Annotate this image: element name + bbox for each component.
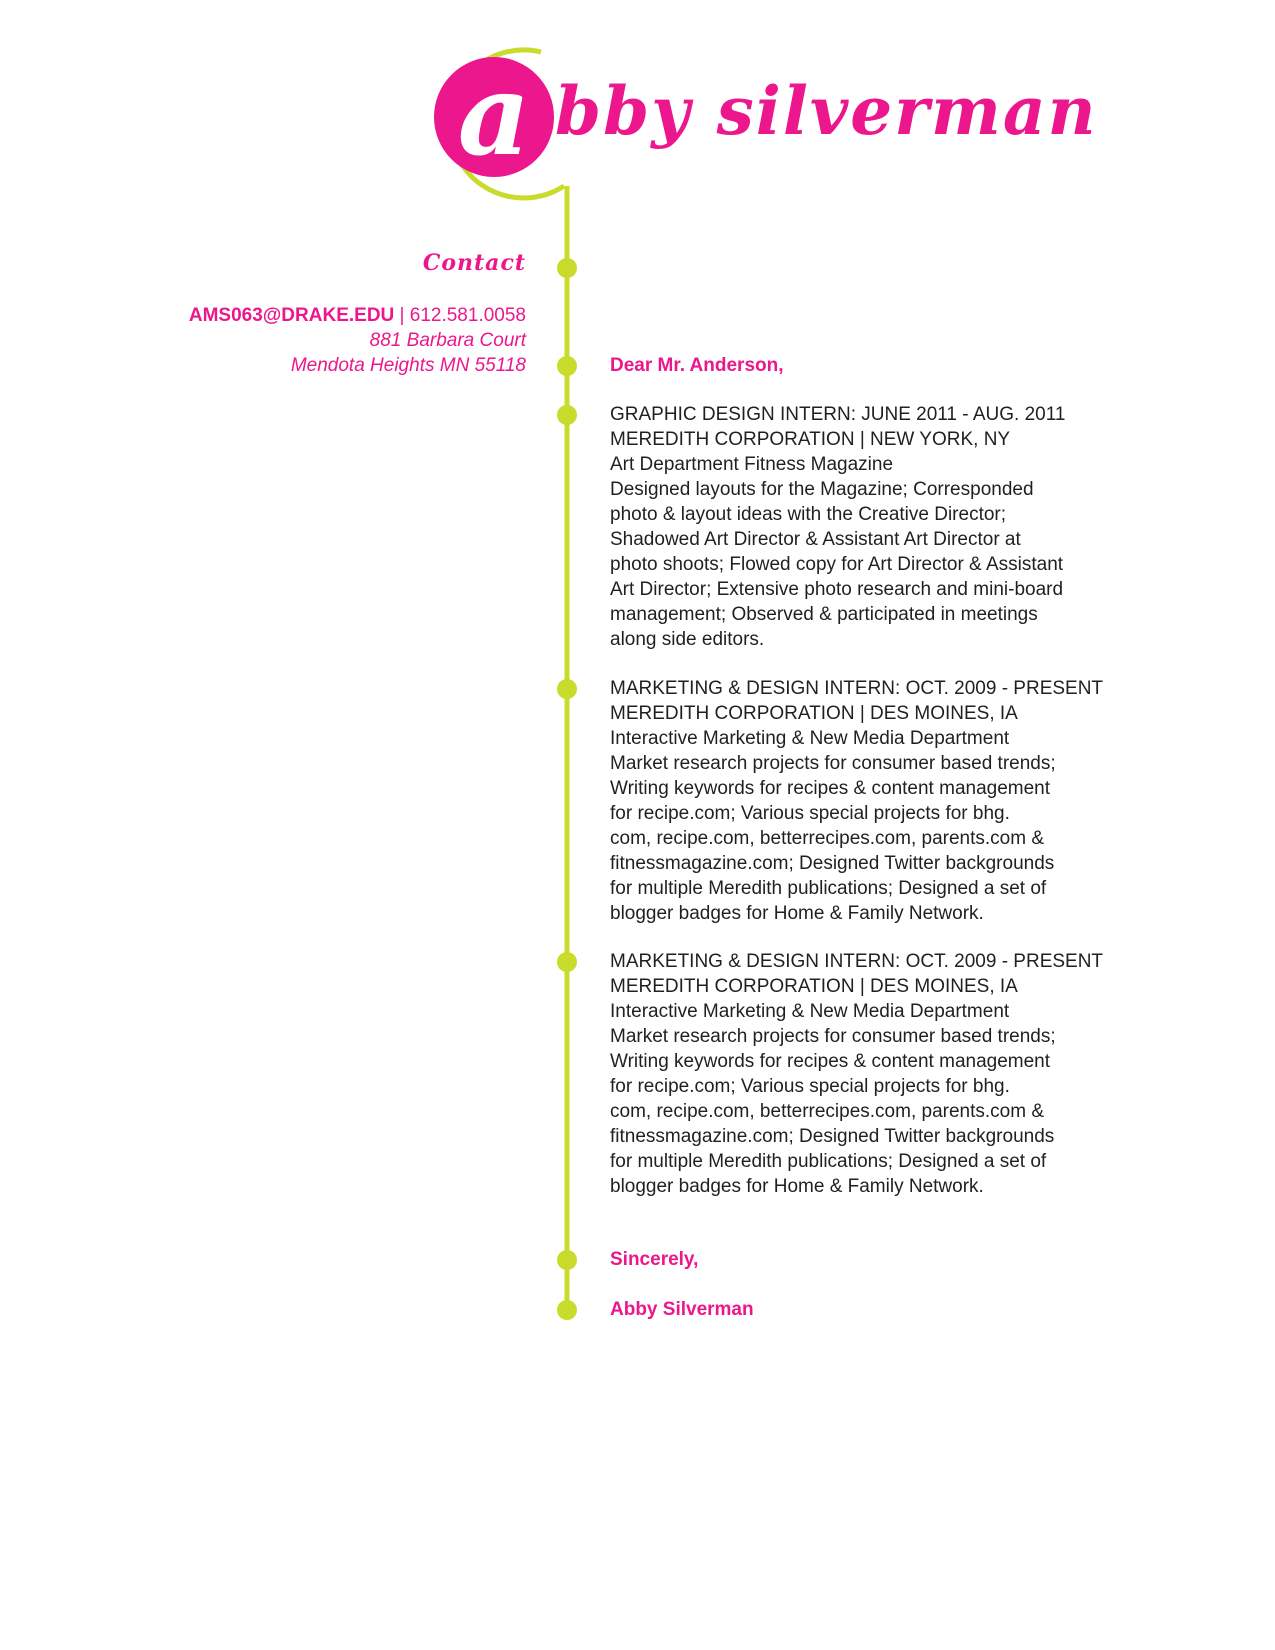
section-line: Writing keywords for recipes & content management bbox=[610, 1051, 1051, 1072]
section-line: com, recipe.com, betterrecipes.com, parents.com & bbox=[610, 1101, 1044, 1122]
section-line: blogger badges for Home & Family Network. bbox=[610, 1176, 984, 1197]
section-line: management; Observed & participated in meetings bbox=[610, 604, 1038, 625]
contact-separator: | bbox=[394, 305, 410, 326]
section-line: Market research projects for consumer based trends; bbox=[610, 753, 1056, 774]
letter-closing: Sincerely, bbox=[610, 1249, 699, 1270]
section-line: MARKETING & DESIGN INTERN: OCT. 2009 - PRESENT bbox=[610, 951, 1104, 972]
contact-phone: 612.581.0058 bbox=[409, 305, 526, 326]
timeline-dot-greeting bbox=[557, 356, 577, 376]
letter-signature: Abby Silverman bbox=[610, 1299, 754, 1320]
logo-initial: a bbox=[457, 50, 531, 181]
section-line: blogger badges for Home & Family Network. bbox=[610, 903, 984, 924]
section-line: MEREDITH CORPORATION | DES MOINES, IA bbox=[610, 976, 1018, 997]
section-line: Interactive Marketing & New Media Department bbox=[610, 1001, 1010, 1022]
section-line: fitnessmagazine.com; Designed Twitter backgrounds bbox=[610, 853, 1055, 874]
section-line: Art Director; Extensive photo research and mini-board bbox=[610, 579, 1064, 600]
experience-section-1 bbox=[610, 402, 1170, 652]
section-line: Art Department Fitness Magazine bbox=[610, 454, 894, 475]
contact-email-phone-line bbox=[189, 303, 526, 328]
section-line: photo shoots; Flowed copy for Art Director & Assistant bbox=[610, 554, 1064, 575]
section-line: Writing keywords for recipes & content management bbox=[610, 778, 1051, 799]
contact-address-line2: Mendota Heights MN 55118 bbox=[290, 355, 526, 376]
contact-heading: Contact bbox=[422, 250, 526, 276]
header-name: bby silverman bbox=[555, 72, 1098, 150]
section-line: photo & layout ideas with the Creative Director; bbox=[610, 504, 1007, 525]
timeline-dot-section-3 bbox=[557, 952, 577, 972]
contact-details bbox=[189, 303, 526, 378]
timeline-dot-section-2 bbox=[557, 679, 577, 699]
letter-greeting: Dear Mr. Anderson, bbox=[610, 355, 784, 376]
timeline-dot-contact bbox=[557, 258, 577, 278]
section-line: MARKETING & DESIGN INTERN: OCT. 2009 - PRESENT bbox=[610, 678, 1104, 699]
section-line: for recipe.com; Various special projects for bhg. bbox=[610, 803, 1010, 824]
section-line: Shadowed Art Director & Assistant Art Director at bbox=[610, 529, 1021, 550]
section-line: MEREDITH CORPORATION | DES MOINES, IA bbox=[610, 703, 1018, 724]
section-line: for multiple Meredith publications; Designed a set of bbox=[610, 1151, 1047, 1172]
timeline-dot-signature bbox=[557, 1300, 577, 1320]
section-line: fitnessmagazine.com; Designed Twitter backgrounds bbox=[610, 1126, 1055, 1147]
section-line: along side editors. bbox=[610, 629, 765, 650]
section-line: com, recipe.com, betterrecipes.com, parents.com & bbox=[610, 828, 1044, 849]
section-line: Market research projects for consumer based trends; bbox=[610, 1026, 1056, 1047]
contact-email[interactable]: AMS063@DRAKE.EDU bbox=[188, 305, 395, 326]
experience-section-2 bbox=[610, 676, 1170, 926]
section-line: GRAPHIC DESIGN INTERN: JUNE 2011 - AUG. 2011 bbox=[610, 404, 1066, 425]
contact-address-line1: 881 Barbara Court bbox=[369, 330, 526, 351]
timeline-dot-section-1 bbox=[557, 405, 577, 425]
section-line: MEREDITH CORPORATION | NEW YORK, NY bbox=[610, 429, 1011, 450]
section-line: Designed layouts for the Magazine; Corresponded bbox=[610, 479, 1034, 500]
section-line: for recipe.com; Various special projects for bhg. bbox=[610, 1076, 1010, 1097]
section-line: Interactive Marketing & New Media Department bbox=[610, 728, 1010, 749]
experience-section-3 bbox=[610, 949, 1170, 1199]
section-line: for multiple Meredith publications; Designed a set of bbox=[610, 878, 1047, 899]
timeline-dot-closing bbox=[557, 1250, 577, 1270]
